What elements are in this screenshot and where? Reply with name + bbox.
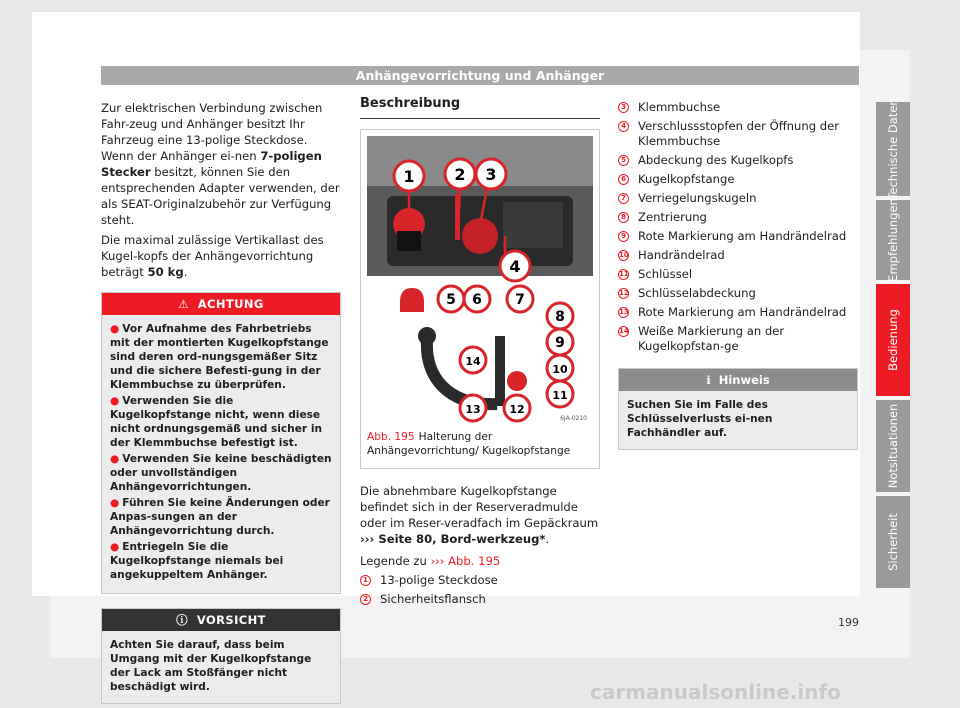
- legend-intro: Legende zu ››› Abb. 195: [360, 554, 501, 568]
- callout-2-label: 2: [454, 165, 466, 184]
- legend-item: 1 13-polige Steckdose: [360, 573, 600, 588]
- bullet-icon: ●: [110, 497, 120, 509]
- legend-item: 8 Zentrierung: [618, 210, 858, 225]
- warning-triangle-icon: ⚠: [178, 297, 189, 311]
- chapter-tabs: [876, 98, 910, 592]
- handwheel: [507, 371, 527, 391]
- column-left: [101, 100, 341, 704]
- hint-box: [618, 368, 858, 450]
- legend-number: 9: [618, 231, 629, 242]
- legend-number: 7: [618, 193, 629, 204]
- legend-item: 7 Verriegelungskugeln: [618, 191, 858, 206]
- callout-6-label: 6: [472, 292, 482, 308]
- bullet-icon: ●: [110, 323, 120, 335]
- intro-paragraph: Zur elektrischen Verbindung zwischen Fahr-zeug und Anhänger besitzt Ihr Fahrzeug eine 13-polige Steckdose. Wenn der Anhänger ei-nen 7-poligen Stecker besitzt, können Sie den entsprechenden Adapter verwenden, der als SEAT-Originalzubehör zur Verfügung steht.: [101, 101, 340, 227]
- tab-sicherheit[interactable]: Sicherheit: [876, 496, 910, 588]
- legend-item: 5 Abdeckung des Kugelkopfs: [618, 153, 858, 168]
- legend-item: 3 Klemmbuchse: [618, 100, 858, 115]
- warning-item: ● Entriegeln Sie die Kugelkopfstange niemals bei angekuppeltem Anhänger.: [110, 541, 284, 581]
- tab-empfehlungen[interactable]: Empfehlungen: [876, 200, 910, 280]
- callout-4-label: 4: [509, 257, 521, 276]
- hint-text: Suchen Sie im Falle des Schlüsselverlusts ei-nen Fachhändler auf.: [627, 399, 773, 439]
- figure-195: [360, 129, 600, 469]
- callout-5-label: 5: [446, 292, 456, 308]
- callout-13-label: 13: [465, 403, 481, 416]
- socket-base: [397, 231, 421, 251]
- callout-9-label: 9: [555, 335, 565, 351]
- callout-12-label: 12: [509, 403, 525, 416]
- legend-number: 3: [618, 102, 629, 113]
- chapter-header: Anhängevorrichtung und Anhänger: [101, 66, 859, 85]
- bullet-icon: ●: [110, 541, 120, 553]
- legend-number: 13: [619, 308, 629, 316]
- legend-item: 13 Rote Markierung am Handrändelrad: [619, 305, 847, 319]
- warning-header: ⚠ ACHTUNG: [102, 293, 340, 315]
- hint-header: ℹ Hinweis: [619, 369, 857, 391]
- page-link[interactable]: ››› Seite 80, Bord-werkzeug*: [360, 532, 546, 546]
- watermark: carmanualsonline.info: [590, 680, 841, 704]
- page-number: 199: [838, 616, 859, 629]
- warning-item: ● Führen Sie keine Änderungen oder Anpas-sungen an der Anhängevorrichtung durch.: [110, 497, 330, 537]
- legend-number: 8: [618, 212, 629, 223]
- callout-1-label: 1: [403, 167, 415, 186]
- legend-item: 9 Rote Markierung am Handrändelrad: [618, 229, 858, 244]
- tab-technische-daten[interactable]: Technische Daten: [876, 102, 910, 196]
- ball-cover: [400, 288, 424, 312]
- towbar-illustration: [367, 136, 593, 426]
- info-circle-icon: ⓘ: [176, 613, 189, 627]
- callout-3-label: 3: [485, 165, 497, 184]
- callout-8-label: 8: [555, 309, 565, 325]
- tab-bedienung[interactable]: Bedienung: [876, 284, 910, 396]
- figure-label: Abb. 195: [367, 431, 415, 443]
- warning-body: [102, 315, 340, 593]
- legend-item: 12 Schlüsselabdeckung: [619, 286, 756, 300]
- legend-number: 11: [619, 270, 629, 278]
- legend-item: 4 Verschlussstopfen der Öffnung der Klemmbuchse: [618, 119, 858, 149]
- legend-item: 2 Sicherheitsflansch: [360, 592, 600, 607]
- callout-11-label: 11: [552, 389, 568, 402]
- clamp-socket-plug: [462, 218, 498, 254]
- warning-item: ● Verwenden Sie die Kugelkopfstange nicht, wenn diese nicht ordnungsgemäß und sicher in der Klemmbuchse befestigt ist.: [110, 395, 322, 449]
- bullet-icon: ●: [110, 395, 120, 407]
- legend-number: 12: [619, 289, 629, 297]
- bullet-icon: ●: [110, 453, 120, 465]
- legend-number: 6: [618, 174, 629, 185]
- description-paragraph: Die abnehmbare Kugelkopfstange befindet sich in der Reserveradmulde oder im Reser-veradfach im Gepäckraum ››› Seite 80, Bord-werkzeug*.: [360, 484, 599, 546]
- legend-number: 10: [619, 251, 629, 259]
- column-right: [618, 100, 858, 450]
- figure-caption: Abb. 195 Halterung der Anhängevorrichtung/ Kugelkopfstange: [367, 431, 571, 457]
- rod-shaft: [495, 336, 505, 406]
- bracket: [503, 202, 563, 248]
- info-icon: ℹ: [706, 373, 711, 387]
- warning-item: ● Vor Aufnahme des Fahrbetriebs mit der montierten Kugelkopfstange sind deren ord-nungsgemäßer Sitz und die sichere Befesti-gung in der Klemmbuchse zu überprüfen.: [110, 323, 329, 391]
- legend-item: 6 Kugelkopfstange: [618, 172, 858, 187]
- legend-number: 2: [360, 594, 371, 605]
- callout-line-2: [459, 188, 460, 210]
- caution-text: Achten Sie darauf, dass beim Umgang mit der Kugelkopfstange der Lack am Stoßfänger nicht beschädigt wird.: [110, 639, 312, 693]
- callout-10-label: 10: [552, 363, 568, 376]
- figure-code: 6JA-0210: [560, 415, 587, 422]
- caution-box: [101, 608, 341, 704]
- column-middle: [360, 96, 600, 611]
- warning-item: ● Verwenden Sie keine beschädigten oder unvollständigen Anhängevorrichtungen.: [110, 453, 332, 493]
- caution-header: ⓘ VORSICHT: [102, 609, 340, 631]
- callout-14-label: 14: [465, 355, 481, 368]
- legend-number: 14: [619, 327, 629, 335]
- legend-item: 14 Weiße Markierung an der Kugelkopfstan-ge: [619, 324, 785, 353]
- callout-7-label: 7: [515, 292, 525, 308]
- tab-notsituationen[interactable]: Notsituationen: [876, 400, 910, 492]
- legend-item: 11 Schlüssel: [619, 267, 693, 281]
- legend-number: 5: [618, 155, 629, 166]
- warning-box: [101, 292, 341, 594]
- legend-number: 1: [360, 575, 371, 586]
- section-title: Beschreibung: [360, 96, 600, 119]
- figure-link[interactable]: ››› Abb. 195: [430, 554, 501, 568]
- load-paragraph: Die maximal zulässige Vertikallast des Kugel-kopfs der Anhängevorrichtung beträgt 50 kg.: [101, 233, 324, 279]
- legend-item: 10 Handrändelrad: [619, 248, 725, 262]
- legend-number: 4: [618, 121, 629, 132]
